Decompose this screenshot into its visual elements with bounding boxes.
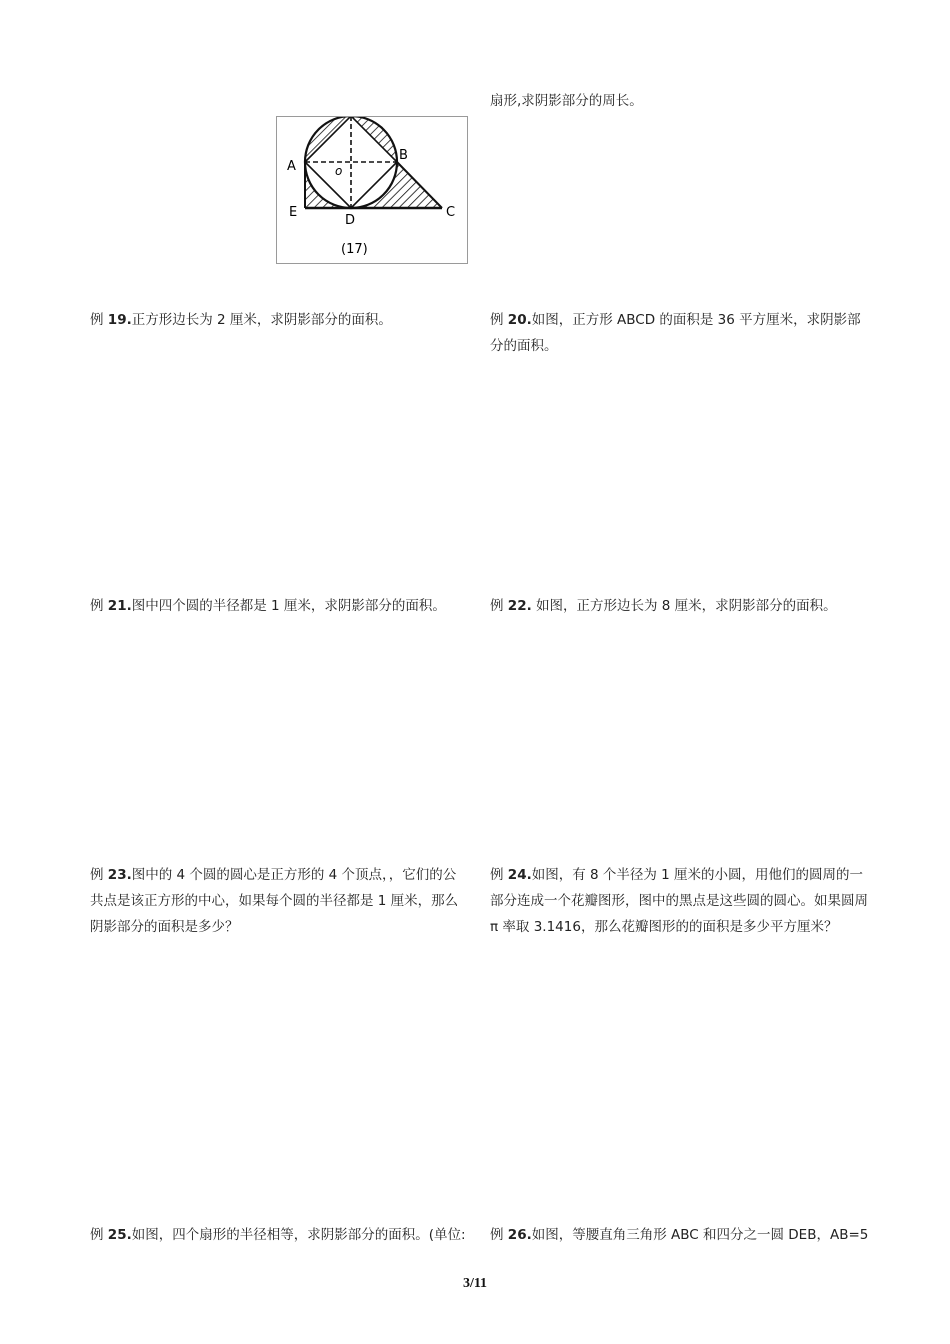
example-number: 26. xyxy=(507,1227,532,1243)
continuation-text: 扇形,求阴影部分的周长。 xyxy=(490,93,643,109)
example-prefix: 例 xyxy=(90,1227,108,1243)
example-number: 23. xyxy=(107,867,132,883)
label-o: o xyxy=(335,164,343,178)
example-number: 25. xyxy=(107,1227,132,1243)
example-19 xyxy=(90,307,460,333)
label-c: C xyxy=(446,205,456,220)
figure-caption: (17) xyxy=(341,242,368,257)
example-text: 图中四个圆的半径都是 1 厘米，求阴影部分的面积。 xyxy=(131,598,446,614)
example-prefix: 例 xyxy=(490,867,508,883)
example-20 xyxy=(490,307,872,359)
example-text: 如图，四个扇形的半径相等，求阴影部分的面积。(单位: xyxy=(131,1227,466,1243)
example-number: 21. xyxy=(107,598,132,614)
example-number: 24. xyxy=(507,867,532,883)
figure-17-diagram xyxy=(277,117,467,263)
example-21 xyxy=(90,593,465,619)
example-text: 如图，正方形 ABCD 的面积是 36 平方厘米，求阴影部分的面积。 xyxy=(490,312,861,354)
label-e: E xyxy=(289,205,298,220)
example-number: 20. xyxy=(507,312,532,328)
example-26 xyxy=(490,1222,880,1248)
example-prefix: 例 xyxy=(90,598,108,614)
example-24 xyxy=(490,862,872,940)
example-number: 22. xyxy=(507,598,532,614)
example-text: 如图，有 8 个半径为 1 厘米的小圆，用他们的圆周的一部分连成一个花瓣图形，图中的黑点是这些圆的圆心。如果圆周 π 率取 3.1416，那么花瓣图形的的面积是多少平方厘米？ xyxy=(490,867,868,935)
example-22 xyxy=(490,593,872,619)
example-23 xyxy=(90,862,468,940)
label-d: D xyxy=(345,213,356,228)
example-number: 19. xyxy=(107,312,132,328)
label-a: A xyxy=(287,159,296,174)
example-text: 如图，正方形边长为 8 厘米，求阴影部分的面积。 xyxy=(531,598,837,614)
example-prefix: 例 xyxy=(490,312,508,328)
page-number: 3/11 xyxy=(462,1276,488,1291)
circle-outline xyxy=(305,117,397,208)
figure-17 xyxy=(276,116,468,264)
example-prefix: 例 xyxy=(490,598,508,614)
example-text: 图中的 4 个圆的圆心是正方形的 4 个顶点，，它们的公共点是该正方形的中心，如果每个圆的半径都是 1 厘米，那么阴影部分的面积是多少？ xyxy=(90,867,459,935)
label-b: B xyxy=(399,148,408,163)
example-prefix: 例 xyxy=(90,312,108,328)
example-text: 正方形边长为 2 厘米，求阴影部分的面积。 xyxy=(131,312,392,328)
example-prefix: 例 xyxy=(490,1227,508,1243)
example-prefix: 例 xyxy=(90,867,108,883)
example-25 xyxy=(90,1222,475,1248)
example-text: 如图，等腰直角三角形 ABC 和四分之一圆 DEB，AB=5 xyxy=(531,1227,869,1243)
